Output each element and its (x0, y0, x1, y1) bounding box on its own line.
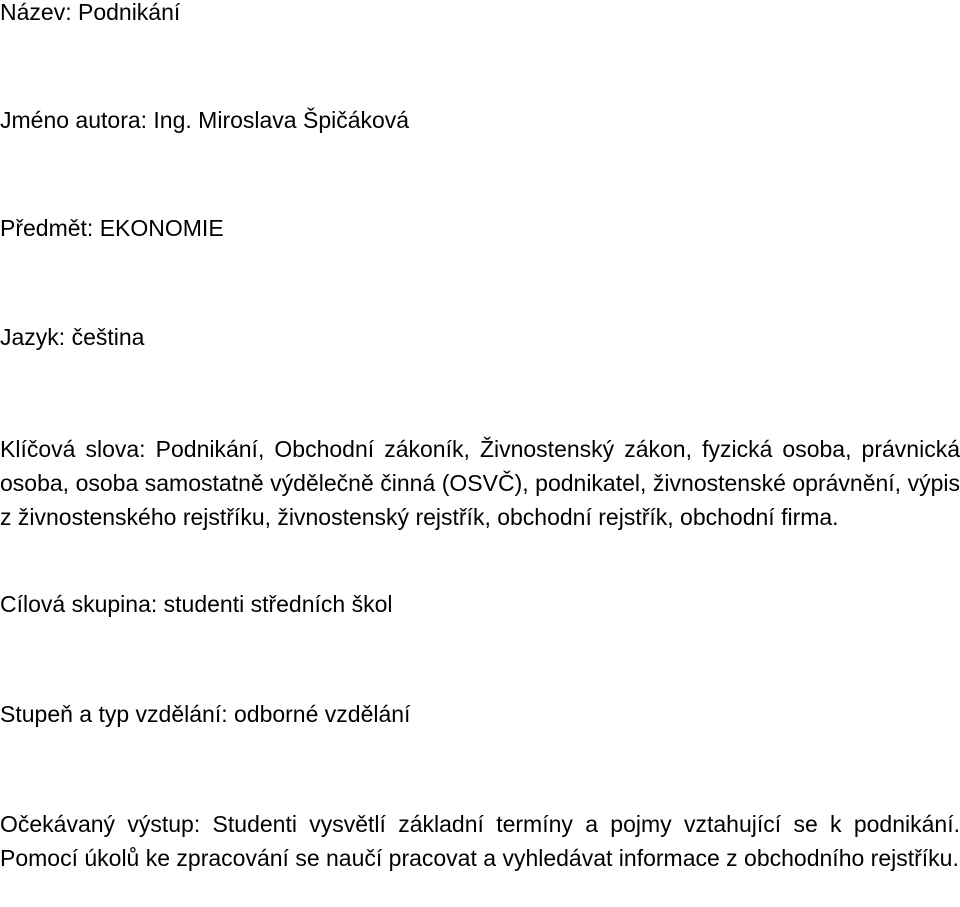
keywords-field: Klíčová slova: Podnikání, Obchodní zákoník, Živnostenský zákon, fyzická osoba, právnická osoba, osoba samostatně výdělečně činná (OSVČ), podnikatel, živnostenské oprávnění, výpis z živnostenského rejstříku, živnostenský rejstřík, obchodní rejstřík, obchodní firma. (0, 436, 960, 530)
target-group-field: Cílová skupina: studenti středních škol (0, 591, 393, 617)
expected-outcome-field: Očekávaný výstup: Studenti vysvětlí základní termíny a pojmy vztahující se k podnikání. Pomocí úkolů ke zpracování se naučí pracovat a vyhledávat informace z obchodního rejstříku. (0, 811, 960, 871)
education-level-field: Stupeň a typ vzdělání: odborné vzdělání (0, 701, 411, 727)
subject-field: Předmět: EKONOMIE (0, 215, 224, 241)
author-field: Jméno autora: Ing. Miroslava Špičáková (0, 107, 410, 133)
title-field: Název: Podnikání (0, 0, 181, 25)
language-field: Jazyk: čeština (0, 324, 145, 350)
